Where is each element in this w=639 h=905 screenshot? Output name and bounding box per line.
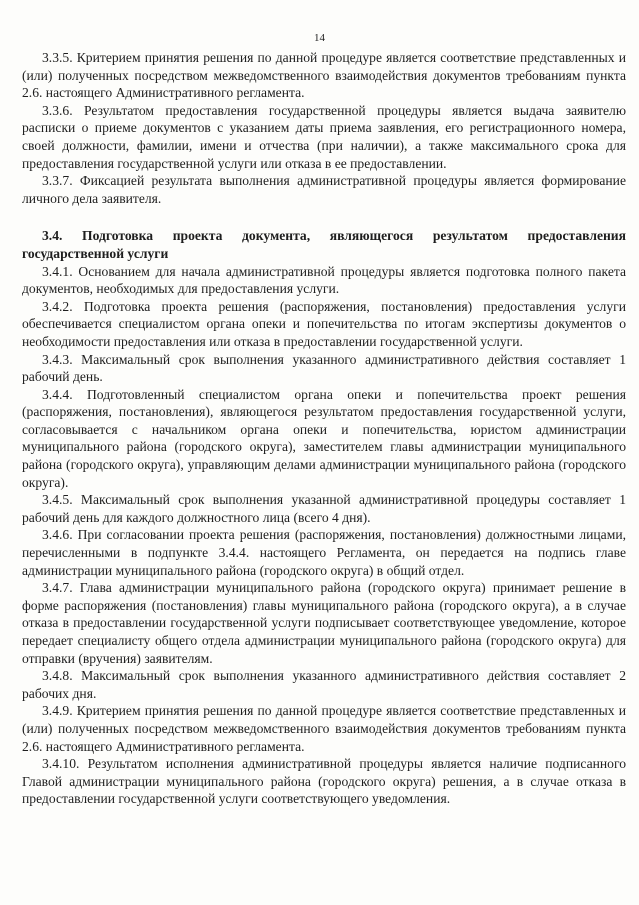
paragraph-3-4-9: 3.4.9. Критерием принятия решения по данной процедуре является соответствие представленных и (или) полученных посредством межведомственного взаимодействия документов требованиям пункта 2.6. настоящего Административного регламента. <box>22 703 626 754</box>
paragraph-3-4-7: 3.4.7. Глава администрации муниципального района (городского округа) принимает решение в форме распоряжения (постановления) главы муниципального района (городского округа), а в случае отказа в предоставлении государственной услуги подписывает соответствующее уведомление, которое передает специалисту общего отдела администрации муниципального района (городского округа) для отправки (вручения) заявителям. <box>22 580 626 666</box>
section-spacer <box>22 207 626 227</box>
paragraph-3-4-1: 3.4.1. Основанием для начала административной процедуры является подготовка полного пакета документов, необходимых для предоставления услуги. <box>22 263 626 297</box>
section-heading-3-4: 3.4. Подготовка проекта документа, являющегося результатом предоставления государственной услуги <box>22 228 626 261</box>
paragraph-3-4-5: 3.4.5. Максимальный срок выполнения указанной административной процедуры составляет 1 рабочий день для каждого должностного лица (всего 4 дня). <box>22 492 626 525</box>
paragraph-3-4-8: 3.4.8. Максимальный срок выполнения указанного административного действия составляет 2 рабочих дня. <box>22 668 626 701</box>
paragraph-3-4-4: 3.4.4. Подготовленный специалистом органа опеки и попечительства проект решения (распоряжения, постановления), являющегося результатом предоставления государственной услуги, согласовывается с начальником органа опеки и попечительства, юристом администрации муниципального района (городского округа), заместителем главы администрации муниципального района (городского округа), управляющим делами администрации муниципального района (городского округа). <box>22 386 626 490</box>
paragraph-3-4-10: 3.4.10. Результатом исполнения административной процедуры является наличие подписанного Главой администрации муниципального района (городского округа) решения, а в случае отказа в предоставлении государственной услуги соответствующего уведомления. <box>22 756 626 807</box>
paragraph-3-4-2: 3.4.2. Подготовка проекта решения (распоряжения, постановления) предоставления услуги обеспечивается специалистом органа опеки и попечительства по итогам экспертизы документов о необходимости предоставления или отказа в предоставлении государственной услуги. <box>22 298 626 349</box>
paragraph-3-3-7: 3.3.7. Фиксацией результата выполнения административной процедуры является формирование личного дела заявителя. <box>22 173 626 206</box>
paragraph-3-4-6: 3.4.6. При согласовании проекта решения (распоряжения, постановления) должностными лицами, перечисленными в подпункте 3.4.4. настоящего Регламента, он передается на подпись главе администрации муниципального района (городского округа) в общий отдел. <box>22 527 626 578</box>
paragraph-3-3-6: 3.3.6. Результатом предоставления государственной процедуры является выдача заявителю расписки о приеме документов с указанием даты приема заявления, его регистрационного номера, своей должности, фамилии, имени и отчества (при наличии), а также максимального срока для предоставления государственной услуги или отказа в ее предоставлении. <box>22 102 626 171</box>
paragraph-3-4-3: 3.4.3. Максимальный срок выполнения указанного административного действия составляет 1 рабочий день. <box>22 351 626 385</box>
document-body <box>22 49 626 808</box>
page-number: 14 <box>314 32 325 44</box>
paragraph-3-3-5: 3.3.5. Критерием принятия решения по данной процедуре является соответствие представленных и (или) полученных посредством межведомственного взаимодействия документов требованиям пункта 2.6. настоящего Административного регламента. <box>22 50 626 101</box>
